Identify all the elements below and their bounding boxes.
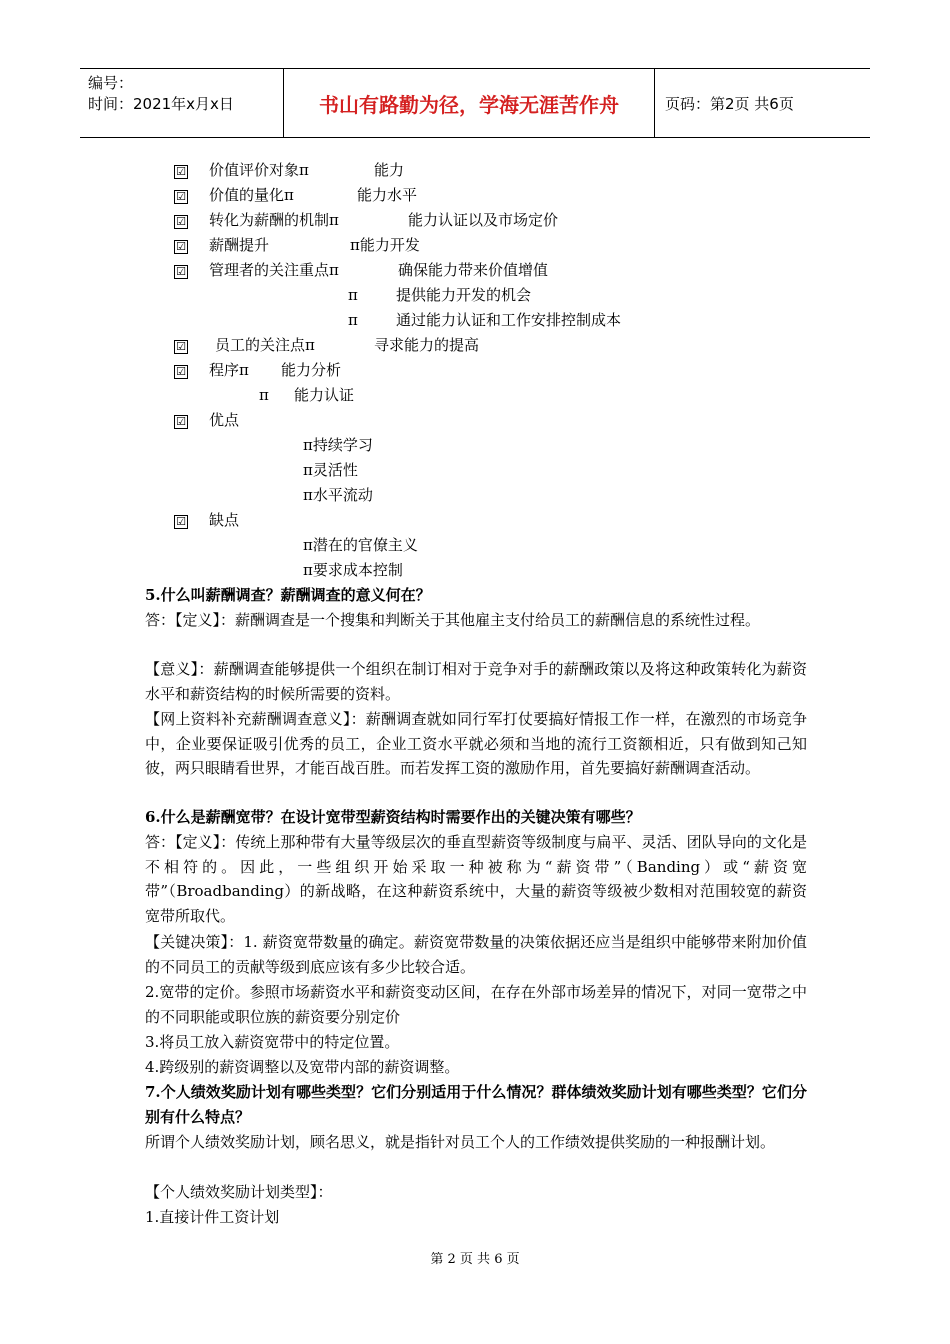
- list-item: π: [348, 311, 358, 329]
- number-label: 编号：: [88, 74, 134, 92]
- list-item-value: 能力分析: [281, 361, 342, 379]
- checkbox-icon: ☑: [174, 515, 188, 529]
- q5-definition: 答：【定义】：薪酬调查是一个搜集和判断关于其他雇主支付给员工的薪酬信息的系统性过程。: [145, 611, 761, 629]
- list-item-value: 寻求能力的提高: [374, 336, 480, 354]
- list-item: π持续学习: [303, 436, 373, 454]
- checkbox-icon: ☑: [174, 340, 188, 354]
- list-item: 管理者的关注重点π: [209, 261, 339, 279]
- checkbox-icon: ☑: [174, 215, 188, 229]
- list-item: π要求成本控制: [303, 561, 403, 579]
- checkbox-icon: ☑: [174, 415, 188, 429]
- page-footer: 第 2 页 共 6 页: [430, 1252, 520, 1267]
- list-item: π水平流动: [303, 486, 373, 504]
- q6-point-2: 2.宽带的定价。参照市场薪资水平和薪资变动区间，在存在外部市场差异的情况下，对同一宽带之中的不同职能或职位族的薪资要分别定价: [145, 983, 807, 1026]
- list-item: 薪酬提升: [209, 236, 270, 254]
- list-item-value: 能力水平: [357, 186, 418, 204]
- list-item-value: 通过能力认证和工作安排控制成本: [396, 311, 622, 329]
- list-item: π: [259, 386, 269, 404]
- q6-point-4: 4.跨级别的薪资调整以及宽带内部的薪资调整。: [145, 1058, 460, 1076]
- q7-intro: 所谓个人绩效奖励计划，顾名思义，就是指针对员工个人的工作绩效提供奖励的一种报酬计划。: [145, 1133, 776, 1151]
- list-item: 转化为薪酬的机制π: [209, 211, 339, 229]
- list-item: π灵活性: [303, 461, 358, 479]
- checkbox-icon: ☑: [174, 165, 188, 179]
- q6-key-decisions: 【关键决策】：1. 薪资宽带数量的确定。薪资宽带数量的决策依据还应当是组织中能够带来附加价值的不同员工的贡献等级到底应该有多少比较合适。: [145, 933, 807, 976]
- q6-definition: 答：【定义】：传统上那种带有大量等级层次的垂直型薪资等级制度与扁平、灵活、团队导向的文化是不相符的。因此，一些组织开始采取一种被称为“薪资带”（Banding）或“薪资宽带”（Broadbanding）的新战略，在这种薪资系统中，大量的薪资等级被少数相对范围较宽的薪资宽带所取代。: [145, 833, 807, 925]
- list-item: 程序π: [209, 361, 249, 379]
- list-item-value: 能力认证: [294, 386, 355, 404]
- checkbox-icon: ☑: [174, 240, 188, 254]
- q5-supplement: 【网上资料补充薪酬调查意义】：薪酬调查就如同行军打仗要搞好情报工作一样，在激烈的市场竞争中，企业要保证吸引优秀的员工，企业工资水平就必须和当地的流行工资额相近，只有做到知己知彼，两只眼睛看世界，才能百战百胜。而若发挥工资的激励作用，首先要搞好薪酬调查活动。: [145, 710, 807, 778]
- list-item-value: 能力: [374, 161, 405, 179]
- question-7: 7.个人绩效奖励计划有哪些类型？它们分别适用于什么情况？群体绩效奖励计划有哪些类型？它们分别有什么特点？: [145, 1083, 807, 1126]
- list-item: π: [348, 286, 358, 304]
- q7-types-heading: 【个人绩效奖励计划类型】：: [145, 1183, 333, 1201]
- list-item: 员工的关注点π: [215, 336, 315, 354]
- header-meta: [88, 73, 234, 115]
- time-label: 时间：2021年x月x日: [88, 95, 234, 113]
- page-indicator: 页码：第2页 共6页: [665, 95, 794, 113]
- list-item-value: 确保能力带来价值增值: [398, 261, 549, 279]
- question-6: 6.什么是薪酬宽带？在设计宽带型薪资结构时需要作出的关键决策有哪些？: [145, 808, 641, 826]
- header-motto: 书山有路勤为径，学海无涯苦作舟: [283, 69, 655, 137]
- list-item: 优点: [209, 411, 240, 429]
- page-header: [80, 68, 870, 138]
- q7-item-1: 1.直接计件工资计划: [145, 1208, 280, 1226]
- checkbox-icon: ☑: [174, 190, 188, 204]
- question-5: 5.什么叫薪酬调查？薪酬调查的意义何在？: [145, 586, 431, 604]
- checkbox-icon: ☑: [174, 365, 188, 379]
- list-item-value: π能力开发: [350, 236, 420, 254]
- checkbox-icon: ☑: [174, 265, 188, 279]
- list-item: 价值的量化π: [209, 186, 294, 204]
- list-item-value: 能力认证以及市场定价: [408, 211, 559, 229]
- q6-point-3: 3.将员工放入薪资宽带中的特定位置。: [145, 1033, 400, 1051]
- list-item: π潜在的官僚主义: [303, 536, 418, 554]
- q5-meaning: 【意义】：薪酬调查能够提供一个组织在制订相对于竞争对手的薪酬政策以及将这种政策转化为薪资水平和薪资结构的时候所需要的资料。: [145, 660, 807, 703]
- list-item-value: 提供能力开发的机会: [396, 286, 532, 304]
- list-item: 缺点: [209, 511, 240, 529]
- list-item: 价值评价对象π: [209, 161, 309, 179]
